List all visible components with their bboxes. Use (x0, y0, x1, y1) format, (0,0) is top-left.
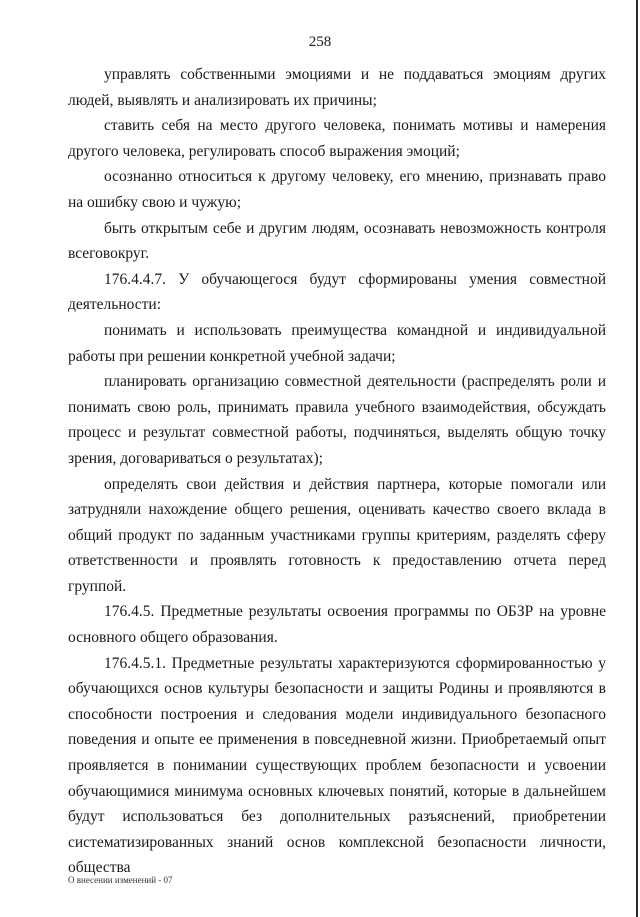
paragraph: 176.4.5. Предметные результаты освоения программы по ОБЗР на уровне основного общего образования. (68, 603, 606, 647)
scan-edge (636, 0, 638, 917)
page-number: 258 (308, 34, 332, 50)
paragraph: 176.4.5.1. Предметные результаты характеризуются сформированностью у обучающихся основ культуры безопасности и защиты Родины и проявляются в способности построения и следования модели индивидуального безопасного поведения и опыте ее применения в повседневной жизни. Приобретаемый опыт проявляется в понимании существующих проблем безопасности и усвоении обучающимися минимума основных ключевых понятий, которые в дальнейшем будут использоваться без дополнительных разъяснений, приобретении систематизированных знаний основ комплексной безопасности личности, общества (68, 654, 606, 877)
paragraph: понимать и использовать преимущества командной и индивидуальной работы при решении конкретной учебной задачи; (68, 321, 606, 365)
paragraph: быть открытым себе и другим людям, осознавать невозможность контроля всеговокруг. (68, 219, 606, 263)
paragraph: определять свои действия и действия партнера, которые помогали или затрудняли нахождение общего решения, оценивать качество своего вклада в общий продукт по заданным участниками группы критериям, разделять сферу ответственности и проявлять готовность к предоставлению отчета перед группой. (68, 475, 606, 595)
paragraph: осознанно относиться к другому человеку, его мнению, признавать право на ошибку свою и чужую; (68, 168, 606, 211)
paragraph: планировать организацию совместной деятельности (распределять роли и понимать свою роль, принимать правила учебного взаимодействия, обсуждать процесс и результат совместной работы, подчиняться, выделять общую точку зрения, договариваться о результатах); (68, 373, 606, 467)
paragraph: 176.4.4.7. У обучающегося будут сформированы умения совместной деятельности: (68, 270, 606, 314)
paragraph: управлять собственными эмоциями и не поддаваться эмоциям других людей, выявлять и анализировать их причины; (68, 66, 606, 109)
paragraph: ставить себя на место другого человека, понимать мотивы и намерения другого человека, регулировать способ выражения эмоций; (68, 117, 606, 160)
body-text (68, 62, 606, 881)
footer-note: О внесении изменений - 07 (68, 875, 173, 885)
